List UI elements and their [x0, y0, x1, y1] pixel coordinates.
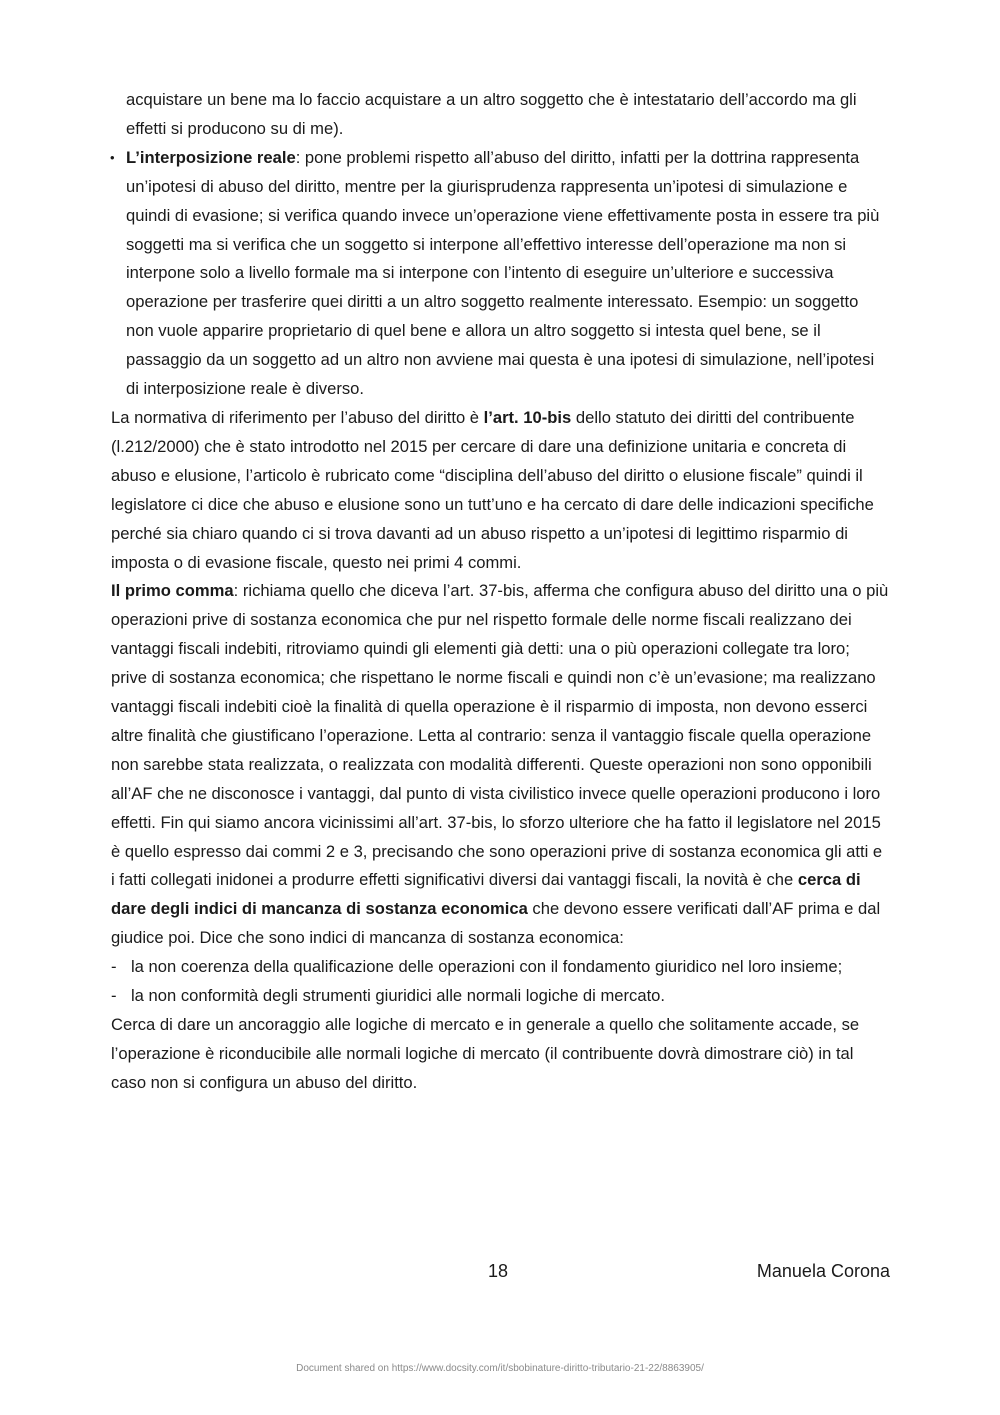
paragraph-text: : richiama quello che diceva l’art. 37-bis, afferma che configura abuso del diritto una o più operazioni prive di sostanza economica che pur nel rispetto formale delle norme fiscali realizzano dei vantaggi fiscali indebiti, ritroviamo quindi gli elementi già detti: una o più operazioni collegate tra loro; prive di sostanza economica; che rispettano le norme fiscali e quindi non c’è un’evasione; ma realizzano vantaggi fiscali indebiti cioè la finalità di quella operazione è il risparmio di imposta, non devono esserci altre finalità che giustificano l’operazione. Letta al contrario: senza il vantaggio fiscale quella operazione non sarebbe stata realizzata, o realizzata con modalità differenti. Queste operazioni non sono opponibili all’AF che ne disconosce i vantaggi, dal punto di vista civilistico invece quelle operazioni producono i loro effetti. Fin qui siamo ancora vicinissimi all’art. 37-bis, lo sforzo ulteriore che ha fatto il legislatore nel 2015 è quello espresso dai commi 2 e 3, precisando che sono operazioni prive di sostanza economica gli atti e i fatti collegati inidonei a produrre effetti significativi diversi dai vantaggi fiscali, la novità è che: [111, 581, 889, 890]
list-item-text: la non conformità degli strumenti giuridici alle normali logiche di mercato.: [131, 986, 666, 1006]
paragraph-text: che devono essere verificati dall’AF prima e dal giudice poi. Dice che sono indici di mancanza di sostanza economica:: [111, 899, 881, 948]
bullet-heading: L’interposizione reale: [126, 147, 296, 167]
paragraph-text: La normativa di riferimento per l’abuso del diritto è: [111, 407, 484, 427]
list-item: [111, 953, 890, 982]
list-item-text: la non coerenza della qualificazione delle operazioni con il fondamento giuridico nel loro insieme;: [131, 957, 843, 977]
bullet-icon: •: [110, 149, 115, 165]
paragraph-primo-comma: [111, 577, 890, 953]
emphasis-text: cerca di dare degli indici di mancanza di sostanza economica: [111, 870, 861, 919]
page-number: 18: [488, 1261, 509, 1281]
paragraph-ancoraggio: Cerca di dare un ancoraggio alle logiche di mercato e in generale a quello che solitamente accade, se l’operazione è riconducibile alle normali logiche di mercato (il contribuente dovrà dimostrare ciò) in tal caso non si configura un abuso del diritto.: [111, 1015, 860, 1092]
paragraph-text: dello statuto dei diritti del contribuente (l.212/2000) che è stato introdotto nel 2015 per cercare di dare una definizione unitaria e concreta di abuso e elusione, l’articolo è rubricato come “disciplina dell’abuso del diritto o elusione fiscale” quindi il legislatore ci dice che abuso e elusione sono un tutt’uno e ha cercato di dare delle indicazioni specifiche perché sia chiaro quando ci si trova davanti ad un abuso rispetto a un’ipotesi di legittimo risparmio di imposta o di evasione fiscale, questo nei primi 4 commi.: [111, 407, 874, 572]
paragraph-heading: Il primo comma: [111, 581, 234, 601]
dash-icon: -: [111, 986, 117, 1006]
dash-icon: -: [111, 957, 117, 977]
shared-source-note: Document shared on https://www.docsity.com/it/sbobinature-diritto-tributario-21-22/8863905/: [296, 1363, 704, 1374]
continuation-paragraph: acquistare un bene ma lo faccio acquistare a un altro soggetto che è intestatario dell’accordo ma gli effetti si producono su di me).: [126, 90, 857, 138]
bullet-text: : pone problemi rispetto all’abuso del diritto, infatti per la dottrina rappresenta un’ipotesi di abuso del diritto, mentre per la giurisprudenza rappresenta un’ipotesi di simulazione e quindi di evasione; si verifica quando invece un’operazione viene effettivamente posta in essere tra più soggetti ma si verifica che un soggetto si interpone all’effettivo interesse dell’operazione ma non si interpone solo a livello formale ma si interpone con l’intento di eseguire un’ulteriore e successiva operazione per trasferire quei diritti a un altro soggetto realmente interessato. Esempio: un soggetto non vuole apparire proprietario di quel bene e allora un altro soggetto si intesta quel bene, se il passaggio da un soggetto ad un altro non avviene mai questa è una ipotesi di simulazione, nell’ipotesi di interposizione reale è diverso.: [126, 147, 880, 399]
paragraph-normativa: [111, 404, 890, 577]
list-item: [111, 982, 890, 1011]
author-name: Manuela Corona: [756, 1261, 890, 1281]
bullet-item-interposizione-reale: [111, 144, 890, 404]
document-body: [111, 86, 890, 1098]
article-reference: l’art. 10-bis: [483, 407, 572, 427]
